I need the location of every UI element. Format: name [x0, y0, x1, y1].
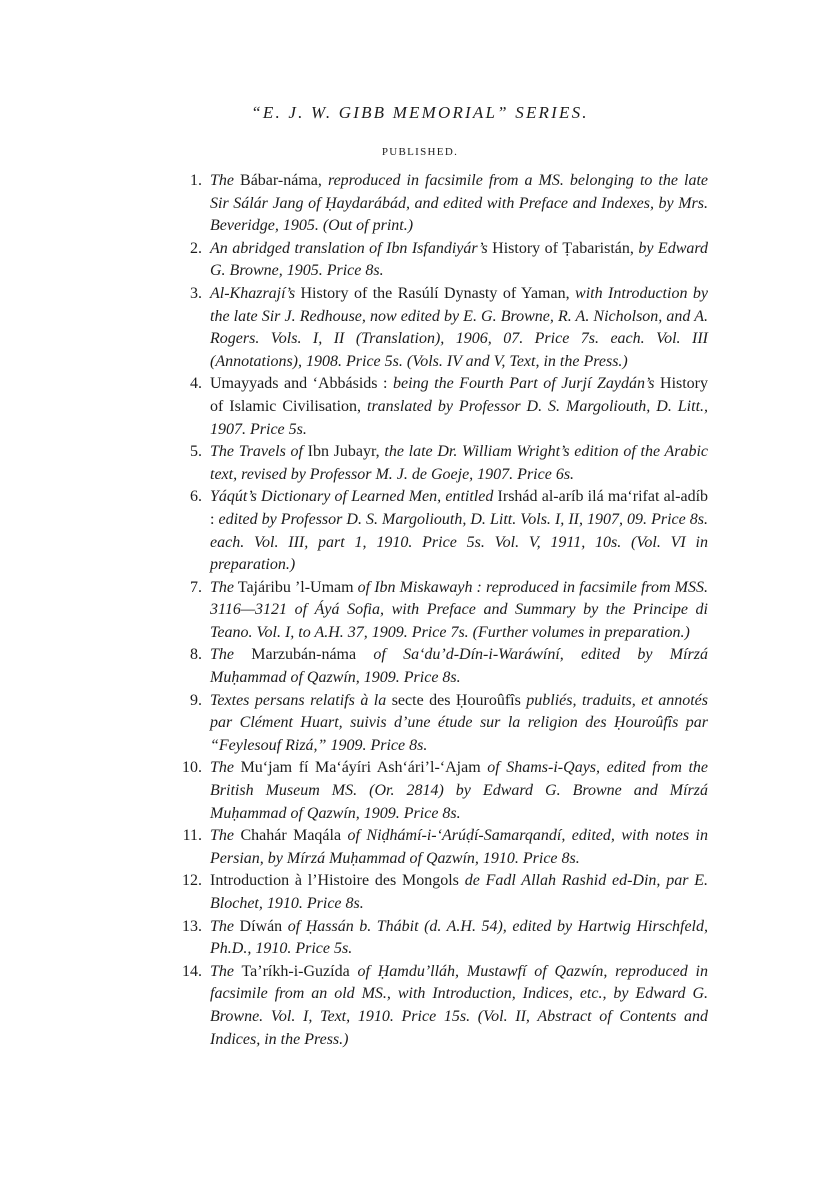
italic-segment: The — [210, 759, 234, 777]
item-text — [210, 825, 708, 870]
roman-segment: secte des Ḥouroûfîs — [386, 691, 527, 709]
italic-segment: reproduced in facsimile from a MS. belonging to the late Sir Sálár Jang of Ḥaydarábád, and edited with Preface and Indexes, by Mrs. Beveridge, 1905. (Out of print.) — [210, 172, 709, 235]
italic-segment: Textes persans relatifs à la — [210, 691, 387, 709]
italic-segment: of Ḥamdu’lláh, Mustawfí of Qazwín, reproduced in facsimile from an old MS., with Introduction, Indices, etc., by Edward G. Browne. Vol. I, Text, 1910. Price 15s. (Vol. II, Abstract of Contents and Indices, in the Press.) — [210, 962, 708, 1048]
italic-segment: of Ḥassán b. Thábit (d. A.H. 54), edited by Hartwig Hirschfeld, Ph.D., 1910. Price 5s. — [210, 917, 709, 958]
item-text — [210, 238, 708, 283]
roman-segment: Irshád al-aríb ilá ma‘rifat al-adíb : — [210, 488, 709, 528]
item-number: 12. — [182, 872, 202, 890]
list-item — [152, 757, 708, 825]
item-text — [210, 441, 708, 486]
item-text — [210, 916, 708, 961]
list-item — [152, 486, 708, 576]
list-item — [152, 441, 708, 486]
italic-segment: with Introduction by the late Sir J. Redhouse, now edited by E. G. Browne, R. A. Nicholson, and A. Rogers. Vols. I, II (Translation), 1906, 07. Price 7s. each. Vol. III (Annotations), 1908. Price 5s. (Vols. IV and V, Text, in the Press.) — [210, 284, 708, 370]
item-number: 9. — [190, 691, 202, 709]
item-number: 10. — [182, 759, 202, 777]
roman-segment: Tajáribu ’l-Umam — [234, 578, 358, 596]
list-item — [152, 373, 708, 441]
list-item — [152, 690, 708, 758]
italic-segment: An abridged translation of Ibn Isfandiyár’s — [210, 239, 488, 257]
item-number: 4. — [190, 375, 202, 393]
item-text — [210, 373, 708, 441]
item-text — [210, 870, 708, 915]
series-title: “E. J. W. GIBB MEMORIAL” SERIES. — [251, 103, 589, 122]
roman-segment: Bábar-náma, — [234, 172, 328, 189]
italic-segment: The — [210, 578, 234, 596]
italic-segment: of Niḍhámí-i-‘Arúḍí-Samarqandí, edited, with notes in Persian, by Mírzá Muḥammad of Qazwín, 1910. Price 8s. — [210, 827, 708, 867]
italic-segment: translated by Professor D. S. Margoliouth, D. Litt., 1907. Price 5s. — [210, 397, 709, 438]
list-item — [152, 961, 708, 1051]
italic-segment: the late Dr. William Wright’s edition of the Arabic text, revised by Professor M. J. de Goeje, 1907. Price 6s. — [210, 443, 709, 483]
item-text — [210, 283, 708, 373]
roman-segment: History of Islamic Civilisation, — [210, 375, 709, 415]
list-item — [152, 825, 708, 870]
item-text — [210, 577, 708, 645]
italic-segment: The — [210, 962, 234, 980]
roman-segment: Ta’ríkh-i-Guzída — [234, 962, 358, 980]
italic-segment: The — [210, 917, 234, 935]
italic-segment: publiés, traduits, et annotés par Clément Huart, suivis d’une étude sur la religion des Ḥouroûfîs par “Feylesouf Rizá,” 1909. Price 8s. — [210, 691, 709, 754]
roman-segment: Díwán — [234, 917, 288, 935]
italic-segment: The Travels of — [210, 443, 303, 461]
item-number: 6. — [190, 488, 202, 506]
item-number: 1. — [190, 172, 202, 189]
roman-segment: Umayyads and ‘Abbásids : — [210, 375, 394, 393]
roman-segment: Chahár Maqála — [234, 827, 348, 845]
roman-segment: Mu‘jam fí Ma‘áyíri Ash‘ári’l-‘Ajam — [234, 759, 488, 777]
list-item — [152, 170, 708, 238]
item-number: 3. — [190, 284, 202, 302]
published-subtitle: PUBLISHED. — [381, 146, 459, 158]
roman-segment: History of Ṭabaristán, — [487, 239, 639, 257]
item-text — [210, 757, 708, 825]
item-number: 2. — [190, 239, 202, 257]
publication-list — [152, 170, 708, 1051]
list-item — [152, 870, 708, 915]
italic-segment: edited by Professor D. S. Margoliouth, D. Litt. Vols. I, II, 1907, 09. Price 8s. each. Vol. III, part 1, 1910. Price 5s. Vol. V, 1911, 10s. (Vol. VI in preparation.) — [210, 510, 708, 574]
item-number: 11. — [182, 827, 202, 845]
list-item — [152, 238, 708, 283]
item-number: 7. — [190, 578, 202, 596]
roman-segment: History of the Rasúlí Dynasty of Yaman, — [295, 284, 576, 302]
list-item — [152, 283, 708, 373]
roman-segment: Ibn Jubayr, — [302, 443, 385, 461]
item-number: 8. — [190, 646, 202, 664]
list-item — [152, 916, 708, 961]
roman-segment: Marzubán-náma — [234, 646, 374, 664]
item-text — [210, 170, 708, 238]
italic-segment: de Fadl Allah Rashid ed-Din, par E. Blochet, 1910. Price 8s. — [210, 872, 708, 912]
italic-segment: Yáqút’s Dictionary of Learned Men, entitled — [210, 488, 494, 506]
item-text — [210, 961, 708, 1051]
item-number: 13. — [182, 917, 202, 935]
italic-segment: of Ibn Miskawayh : reproduced in facsimile from MSS. 3116—3121 of Áyá Sofia, with Preface and Summary by the Principe di Teano. Vol. I, to A.H. 37, 1909. Price 7s. (Further volumes in preparation.) — [210, 578, 709, 641]
italic-segment: Al-Khazrají’s — [210, 284, 296, 302]
italic-segment: The — [210, 646, 234, 664]
italic-segment: of Sa‘du’d-Dín-i-Waráwíní, edited by Mírzá Muḥammad of Qazwín, 1909. Price 8s. — [210, 646, 708, 687]
item-number: 14. — [182, 962, 202, 980]
list-item — [152, 644, 708, 689]
roman-segment: Introduction à l’Histoire des Mongols — [210, 872, 465, 890]
list-item — [152, 577, 708, 645]
italic-segment: being the Fourth Part of Jurjí Zaydán’s — [393, 375, 655, 393]
italic-segment: of Shams-i-Qays, edited from the British Museum MS. (Or. 2814) by Edward G. Browne and Mírzá Muḥammad of Qazwín, 1909. Price 8s. — [210, 759, 709, 822]
item-text — [210, 690, 708, 758]
italic-segment: The — [210, 827, 234, 845]
italic-segment: by Edward G. Browne, 1905. Price 8s. — [210, 239, 708, 280]
item-text — [210, 486, 708, 576]
item-text — [210, 644, 708, 689]
italic-segment: The — [210, 172, 234, 189]
item-number: 5. — [190, 443, 202, 461]
